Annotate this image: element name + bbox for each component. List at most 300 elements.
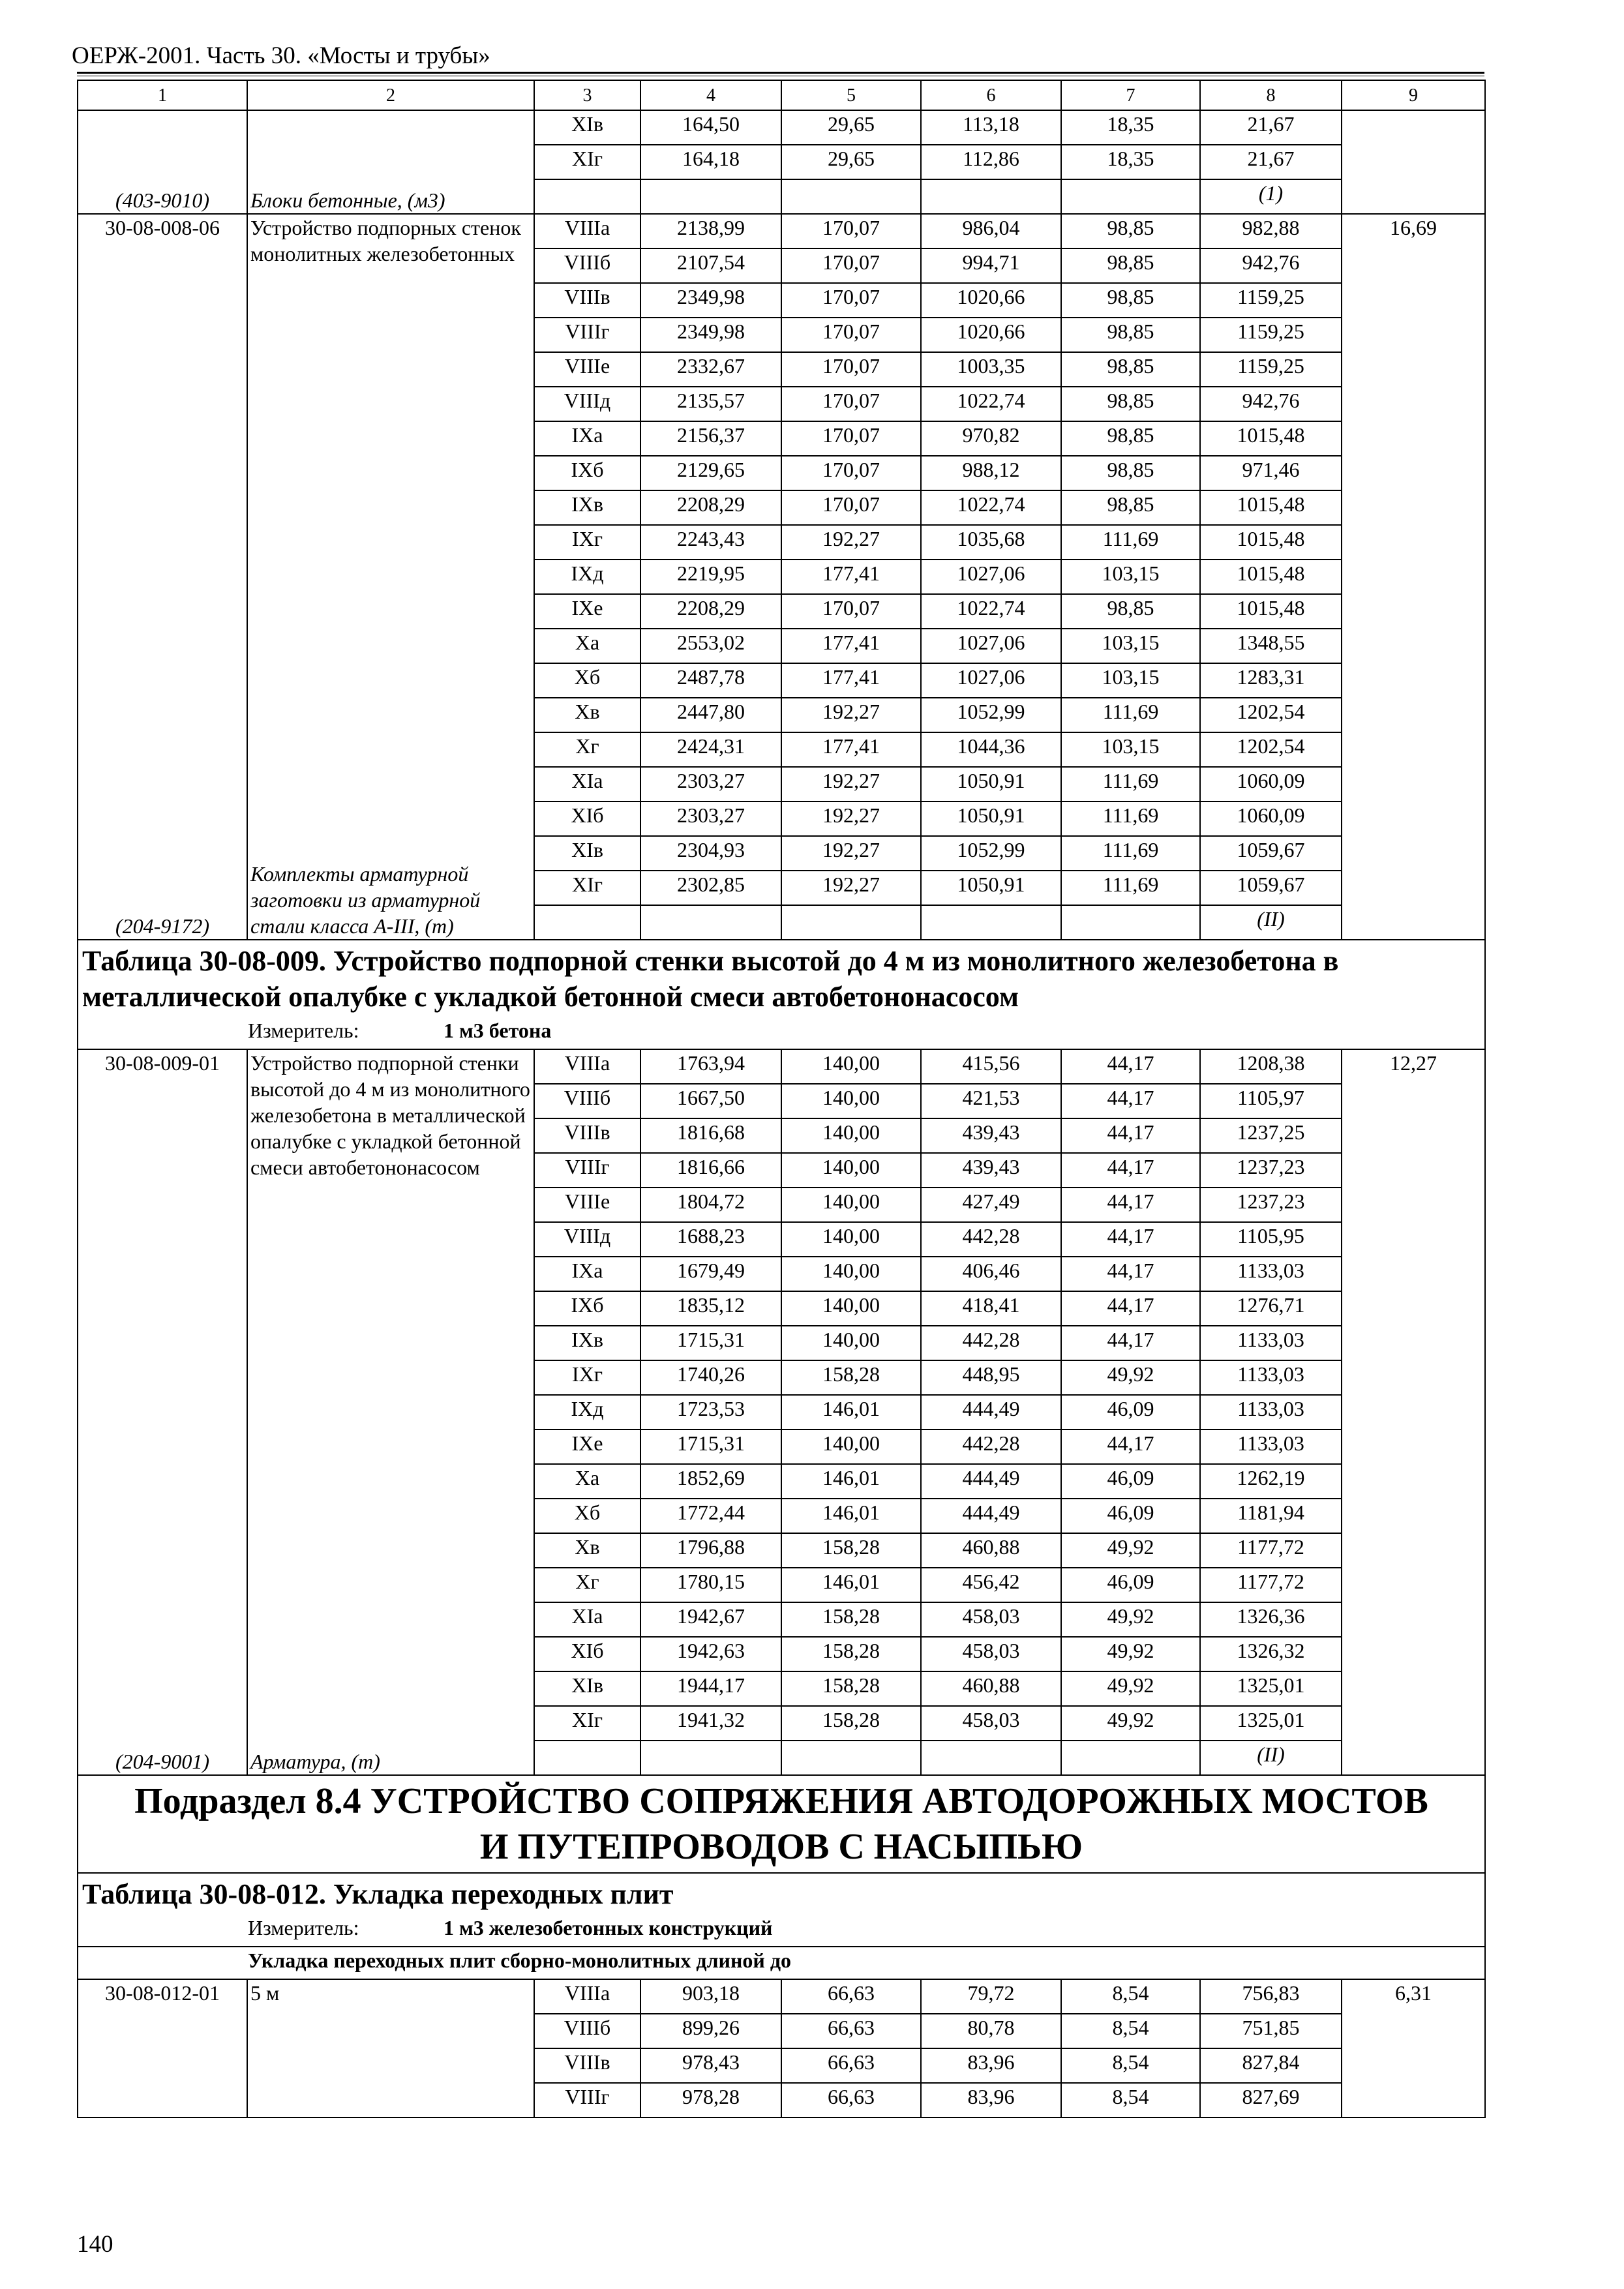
value-cell: 44,17: [1061, 1084, 1200, 1118]
value-cell: 79,72: [921, 1979, 1061, 2014]
value-cell: 1852,69: [640, 1464, 781, 1499]
value-cell: 1202,54: [1200, 698, 1342, 732]
table-cell: [534, 179, 640, 214]
value-cell: 98,85: [1061, 352, 1200, 387]
region-cell: XIг: [534, 145, 640, 179]
value-cell: 1944,17: [640, 1671, 781, 1706]
table-cell: [1061, 179, 1200, 214]
value-cell: 46,09: [1061, 1499, 1200, 1533]
value-cell: 1059,67: [1200, 836, 1342, 871]
region-cell: XIг: [534, 1706, 640, 1741]
value-cell: 44,17: [1061, 1257, 1200, 1291]
region-cell: VIIIг: [534, 318, 640, 352]
value-cell: 1050,91: [921, 767, 1061, 801]
value-cell: 444,49: [921, 1499, 1061, 1533]
value-cell: 29,65: [781, 110, 921, 145]
table-cell: [640, 179, 781, 214]
value-cell: 146,01: [781, 1499, 921, 1533]
value-cell: 460,88: [921, 1671, 1061, 1706]
region-cell: XIа: [534, 767, 640, 801]
value-cell: 2487,78: [640, 663, 781, 698]
value-cell: 2424,31: [640, 732, 781, 767]
region-cell: Xа: [534, 1464, 640, 1499]
value-cell: 439,43: [921, 1153, 1061, 1188]
value-cell: 66,63: [781, 2014, 921, 2048]
value-cell: 49,92: [1061, 1671, 1200, 1706]
table-cell: [921, 1741, 1061, 1775]
region-cell: VIIIв: [534, 1118, 640, 1153]
value-cell: 170,07: [781, 594, 921, 629]
value-cell: 66,63: [781, 2083, 921, 2117]
table-cell: [1061, 905, 1200, 940]
value-cell: 111,69: [1061, 525, 1200, 560]
value-cell: 1325,01: [1200, 1706, 1342, 1741]
value-cell: 751,85: [1200, 2014, 1342, 2048]
value-cell: 146,01: [781, 1395, 921, 1429]
region-cell: IXв: [534, 1326, 640, 1360]
value-cell: 2156,37: [640, 421, 781, 456]
rates-table: [77, 80, 1486, 2118]
resource-name: Комплекты арматурной заготовки из арматурной стали класса А-III, (т): [250, 862, 481, 938]
value-cell: 158,28: [781, 1533, 921, 1568]
table-cell: [534, 1741, 640, 1775]
region-cell: IXг: [534, 525, 640, 560]
resource-value: (1): [1200, 179, 1342, 214]
value-cell: 415,56: [921, 1049, 1061, 1084]
table-cell: [640, 905, 781, 940]
column-number: 8: [1200, 80, 1342, 110]
value-cell: 98,85: [1061, 214, 1200, 248]
value-cell: 1804,72: [640, 1188, 781, 1222]
value-cell: 442,28: [921, 1429, 1061, 1464]
column-number: 1: [78, 80, 247, 110]
col9-cell: [1342, 110, 1485, 214]
value-cell: 49,92: [1061, 1602, 1200, 1637]
value-cell: 2349,98: [640, 318, 781, 352]
value-cell: 2553,02: [640, 629, 781, 663]
value-cell: 158,28: [781, 1602, 921, 1637]
region-cell: Xв: [534, 1533, 640, 1568]
value-cell: 1326,36: [1200, 1602, 1342, 1637]
value-cell: 971,46: [1200, 456, 1342, 490]
region-cell: XIб: [534, 1637, 640, 1671]
value-cell: 1105,95: [1200, 1222, 1342, 1257]
subsection-title: [78, 1775, 1485, 1873]
value-cell: 1060,09: [1200, 801, 1342, 836]
resource-name: Арматура, (т): [250, 1750, 380, 1773]
value-cell: 1276,71: [1200, 1291, 1342, 1326]
value-cell: 2302,85: [640, 871, 781, 905]
value-cell: 140,00: [781, 1049, 921, 1084]
value-cell: 29,65: [781, 145, 921, 179]
value-cell: 1816,68: [640, 1118, 781, 1153]
region-cell: Xб: [534, 1499, 640, 1533]
value-cell: 44,17: [1061, 1188, 1200, 1222]
value-cell: 903,18: [640, 1979, 781, 2014]
value-cell: 1202,54: [1200, 732, 1342, 767]
value-cell: 8,54: [1061, 1979, 1200, 2014]
value-cell: 1133,03: [1200, 1429, 1342, 1464]
value-cell: 1835,12: [640, 1291, 781, 1326]
value-cell: 1772,44: [640, 1499, 781, 1533]
region-cell: IXа: [534, 421, 640, 456]
table-title: Таблица 30-08-009. Устройство подпорной стенки высотой до 4 м из монолитного железобетона в металлической опалубке с укладкой бетонной смеси автобетононасосом: [78, 940, 1485, 1017]
resource-code: (204-9172): [115, 914, 209, 938]
measure-label: Измеритель:: [248, 1019, 359, 1042]
value-cell: 994,71: [921, 248, 1061, 283]
value-cell: 1059,67: [1200, 871, 1342, 905]
value-cell: 158,28: [781, 1671, 921, 1706]
value-cell: 1015,48: [1200, 421, 1342, 456]
column-numbers-row: [78, 80, 1485, 110]
value-cell: 1159,25: [1200, 318, 1342, 352]
value-cell: 46,09: [1061, 1568, 1200, 1602]
value-cell: 112,86: [921, 145, 1061, 179]
rate-code: 30-08-008-06: [105, 216, 220, 239]
value-cell: 83,96: [921, 2048, 1061, 2083]
value-cell: 1003,35: [921, 352, 1061, 387]
value-cell: 1723,53: [640, 1395, 781, 1429]
value-cell: 44,17: [1061, 1429, 1200, 1464]
caption-row: [78, 1947, 1485, 1979]
value-cell: 458,03: [921, 1706, 1061, 1741]
value-cell: 21,67: [1200, 110, 1342, 145]
value-cell: 2208,29: [640, 594, 781, 629]
value-cell: 978,28: [640, 2083, 781, 2117]
value-cell: 140,00: [781, 1222, 921, 1257]
table-row: [78, 1979, 1485, 2014]
value-cell: 1208,38: [1200, 1049, 1342, 1084]
value-cell: 1942,63: [640, 1637, 781, 1671]
value-cell: 2138,99: [640, 214, 781, 248]
table-cell: [921, 905, 1061, 940]
value-cell: 442,28: [921, 1326, 1061, 1360]
value-cell: 1262,19: [1200, 1464, 1342, 1499]
value-cell: 1941,32: [640, 1706, 781, 1741]
region-cell: Xг: [534, 732, 640, 767]
table-cell: [640, 1741, 781, 1775]
value-cell: 448,95: [921, 1360, 1061, 1395]
value-cell: 756,83: [1200, 1979, 1342, 2014]
table-row: [78, 110, 1485, 145]
value-cell: 1715,31: [640, 1429, 781, 1464]
region-cell: XIв: [534, 836, 640, 871]
region-cell: VIIIв: [534, 283, 640, 318]
value-cell: 103,15: [1061, 560, 1200, 594]
value-cell: 98,85: [1061, 248, 1200, 283]
region-cell: IXд: [534, 560, 640, 594]
region-cell: VIIIв: [534, 2048, 640, 2083]
region-cell: VIIIг: [534, 2083, 640, 2117]
value-cell: 98,85: [1061, 318, 1200, 352]
resource-code: (403-9010): [78, 110, 247, 214]
group-caption: Укладка переходных плит сборно-монолитных длиной до: [78, 1947, 1485, 1979]
value-cell: 170,07: [781, 214, 921, 248]
value-cell: 1177,72: [1200, 1568, 1342, 1602]
value-cell: 192,27: [781, 871, 921, 905]
value-cell: 140,00: [781, 1084, 921, 1118]
value-cell: 146,01: [781, 1464, 921, 1499]
value-cell: 80,78: [921, 2014, 1061, 2048]
value-cell: 458,03: [921, 1637, 1061, 1671]
value-cell: 460,88: [921, 1533, 1061, 1568]
value-cell: 44,17: [1061, 1153, 1200, 1188]
value-cell: 146,01: [781, 1568, 921, 1602]
value-cell: 1027,06: [921, 560, 1061, 594]
table-title: Таблица 30-08-012. Укладка переходных плит: [78, 1873, 1485, 1915]
column-number: 9: [1342, 80, 1485, 110]
value-cell: 1780,15: [640, 1568, 781, 1602]
value-cell: 1348,55: [1200, 629, 1342, 663]
running-header: ОЕРЖ-2001. Часть 30. «Мосты и трубы»: [72, 42, 490, 69]
value-cell: 427,49: [921, 1188, 1061, 1222]
value-cell: 2107,54: [640, 248, 781, 283]
value-cell: 2243,43: [640, 525, 781, 560]
measure-value: 1 м3 железобетонных конструкций: [444, 1916, 773, 1939]
region-cell: IXб: [534, 1291, 640, 1326]
value-cell: 982,88: [1200, 214, 1342, 248]
value-cell: 1181,94: [1200, 1499, 1342, 1533]
value-cell: 103,15: [1061, 663, 1200, 698]
value-cell: 1133,03: [1200, 1360, 1342, 1395]
value-cell: 2304,93: [640, 836, 781, 871]
value-cell: 103,15: [1061, 732, 1200, 767]
value-cell: 418,41: [921, 1291, 1061, 1326]
value-cell: 1237,23: [1200, 1188, 1342, 1222]
rate-code: 30-08-012-01: [105, 1981, 220, 2005]
value-cell: 164,50: [640, 110, 781, 145]
region-cell: XIб: [534, 801, 640, 836]
value-cell: 458,03: [921, 1602, 1061, 1637]
table-cell: [1061, 1741, 1200, 1775]
region-cell: VIIIд: [534, 387, 640, 421]
value-cell: 98,85: [1061, 387, 1200, 421]
column-number: 5: [781, 80, 921, 110]
value-cell: 978,43: [640, 2048, 781, 2083]
value-cell: 192,27: [781, 698, 921, 732]
value-cell: 444,49: [921, 1464, 1061, 1499]
value-cell: 1022,74: [921, 490, 1061, 525]
rate-description: 5 м: [250, 1981, 280, 2005]
value-cell: 170,07: [781, 283, 921, 318]
value-cell: 46,09: [1061, 1464, 1200, 1499]
value-cell: 44,17: [1061, 1049, 1200, 1084]
value-cell: 1020,66: [921, 318, 1061, 352]
value-cell: 2129,65: [640, 456, 781, 490]
value-cell: 1763,94: [640, 1049, 781, 1084]
region-cell: VIIIб: [534, 2014, 640, 2048]
value-cell: 456,42: [921, 1568, 1061, 1602]
value-cell: 140,00: [781, 1118, 921, 1153]
rate-code: 30-08-009-01: [105, 1051, 220, 1075]
value-cell: 192,27: [781, 836, 921, 871]
value-cell: 1020,66: [921, 283, 1061, 318]
measure-label: Измеритель:: [248, 1916, 359, 1939]
value-cell: 1015,48: [1200, 560, 1342, 594]
value-cell: 164,18: [640, 145, 781, 179]
header-rule: [77, 72, 1484, 74]
measure-row: [78, 1915, 1485, 1947]
value-cell: 170,07: [781, 352, 921, 387]
value-cell: 1050,91: [921, 801, 1061, 836]
value-cell: 170,07: [781, 248, 921, 283]
value-cell: 192,27: [781, 801, 921, 836]
value-cell: 111,69: [1061, 836, 1200, 871]
value-cell: 1796,88: [640, 1533, 781, 1568]
value-cell: 899,26: [640, 2014, 781, 2048]
value-cell: 1133,03: [1200, 1326, 1342, 1360]
column-number: 7: [1061, 80, 1200, 110]
value-cell: 1325,01: [1200, 1671, 1342, 1706]
rate-code-cell: [78, 214, 247, 940]
value-cell: 113,18: [921, 110, 1061, 145]
value-cell: 8,54: [1061, 2048, 1200, 2083]
region-cell: IXе: [534, 594, 640, 629]
value-cell: 1688,23: [640, 1222, 781, 1257]
value-cell: 1740,26: [640, 1360, 781, 1395]
measure: [78, 1915, 1485, 1947]
value-cell: 177,41: [781, 732, 921, 767]
column-number: 3: [534, 80, 640, 110]
value-cell: 1159,25: [1200, 352, 1342, 387]
table-title-row: [78, 940, 1485, 1017]
value-cell: 103,15: [1061, 629, 1200, 663]
region-cell: IXд: [534, 1395, 640, 1429]
col9-cell: 12,27: [1342, 1049, 1485, 1775]
value-cell: 1177,72: [1200, 1533, 1342, 1568]
value-cell: 98,85: [1061, 421, 1200, 456]
value-cell: 1015,48: [1200, 490, 1342, 525]
table-cell: [781, 905, 921, 940]
value-cell: 1022,74: [921, 594, 1061, 629]
value-cell: 170,07: [781, 387, 921, 421]
rate-desc-cell: [247, 214, 534, 940]
value-cell: 83,96: [921, 2083, 1061, 2117]
value-cell: 1237,25: [1200, 1118, 1342, 1153]
value-cell: 44,17: [1061, 1291, 1200, 1326]
value-cell: 986,04: [921, 214, 1061, 248]
value-cell: 170,07: [781, 490, 921, 525]
region-cell: Xа: [534, 629, 640, 663]
value-cell: 140,00: [781, 1153, 921, 1188]
value-cell: 1044,36: [921, 732, 1061, 767]
value-cell: 827,69: [1200, 2083, 1342, 2117]
value-cell: 1133,03: [1200, 1395, 1342, 1429]
value-cell: 158,28: [781, 1360, 921, 1395]
table-cell: [781, 1741, 921, 1775]
value-cell: 1237,23: [1200, 1153, 1342, 1188]
value-cell: 1105,97: [1200, 1084, 1342, 1118]
value-cell: 1035,68: [921, 525, 1061, 560]
value-cell: 49,92: [1061, 1533, 1200, 1568]
region-cell: VIIIб: [534, 248, 640, 283]
value-cell: 49,92: [1061, 1637, 1200, 1671]
value-cell: 158,28: [781, 1706, 921, 1741]
value-cell: 111,69: [1061, 801, 1200, 836]
value-cell: 44,17: [1061, 1118, 1200, 1153]
value-cell: 192,27: [781, 767, 921, 801]
value-cell: 406,46: [921, 1257, 1061, 1291]
value-cell: 177,41: [781, 663, 921, 698]
subsection-line-2: И ПУТЕПРОВОДОВ С НАСЫПЬЮ: [479, 1827, 1083, 1867]
region-cell: Xв: [534, 698, 640, 732]
value-cell: 192,27: [781, 525, 921, 560]
value-cell: 140,00: [781, 1291, 921, 1326]
value-cell: 1052,99: [921, 698, 1061, 732]
region-cell: IXа: [534, 1257, 640, 1291]
resource-code: (204-9001): [115, 1750, 209, 1773]
region-cell: VIIIа: [534, 214, 640, 248]
value-cell: 177,41: [781, 560, 921, 594]
value-cell: 158,28: [781, 1637, 921, 1671]
value-cell: 942,76: [1200, 387, 1342, 421]
value-cell: 1326,32: [1200, 1637, 1342, 1671]
region-cell: Xг: [534, 1568, 640, 1602]
value-cell: 827,84: [1200, 2048, 1342, 2083]
col9-cell: 16,69: [1342, 214, 1485, 940]
value-cell: 2303,27: [640, 767, 781, 801]
region-cell: VIIIб: [534, 1084, 640, 1118]
value-cell: 1027,06: [921, 629, 1061, 663]
value-cell: 1133,03: [1200, 1257, 1342, 1291]
value-cell: 970,82: [921, 421, 1061, 456]
value-cell: 439,43: [921, 1118, 1061, 1153]
region-cell: Xб: [534, 663, 640, 698]
value-cell: 44,17: [1061, 1326, 1200, 1360]
resource-name: Блоки бетонные, (м3): [247, 110, 534, 214]
region-cell: IXв: [534, 490, 640, 525]
value-cell: 49,92: [1061, 1360, 1200, 1395]
region-cell: XIв: [534, 1671, 640, 1706]
region-cell: XIа: [534, 1602, 640, 1637]
subsection-line-1: Подраздел 8.4 УСТРОЙСТВО СОПРЯЖЕНИЯ АВТОДОРОЖНЫХ МОСТОВ: [134, 1781, 1428, 1821]
region-cell: IXг: [534, 1360, 640, 1395]
value-cell: 1283,31: [1200, 663, 1342, 698]
value-cell: 170,07: [781, 456, 921, 490]
value-cell: 1679,49: [640, 1257, 781, 1291]
region-cell: XIг: [534, 871, 640, 905]
value-cell: 2447,80: [640, 698, 781, 732]
col9-cell: 6,31: [1342, 1979, 1485, 2117]
value-cell: 421,53: [921, 1084, 1061, 1118]
value-cell: 442,28: [921, 1222, 1061, 1257]
value-cell: 98,85: [1061, 456, 1200, 490]
region-cell: VIIIе: [534, 1188, 640, 1222]
value-cell: 111,69: [1061, 698, 1200, 732]
value-cell: 2349,98: [640, 283, 781, 318]
table-row: [78, 214, 1485, 248]
value-cell: 140,00: [781, 1326, 921, 1360]
region-cell: VIIIд: [534, 1222, 640, 1257]
value-cell: 18,35: [1061, 145, 1200, 179]
value-cell: 98,85: [1061, 594, 1200, 629]
value-cell: 1060,09: [1200, 767, 1342, 801]
value-cell: 18,35: [1061, 110, 1200, 145]
region-cell: VIIIа: [534, 1049, 640, 1084]
value-cell: 1015,48: [1200, 525, 1342, 560]
value-cell: 8,54: [1061, 2083, 1200, 2117]
value-cell: 1942,67: [640, 1602, 781, 1637]
rate-desc-cell: [247, 1049, 534, 1775]
value-cell: 111,69: [1061, 767, 1200, 801]
value-cell: 1816,66: [640, 1153, 781, 1188]
table-cell: [534, 905, 640, 940]
value-cell: 98,85: [1061, 283, 1200, 318]
value-cell: 1022,74: [921, 387, 1061, 421]
value-cell: 98,85: [1061, 490, 1200, 525]
rate-description: Устройство подпорных стенок монолитных железобетонных: [250, 216, 521, 265]
measure-row: [78, 1017, 1485, 1049]
